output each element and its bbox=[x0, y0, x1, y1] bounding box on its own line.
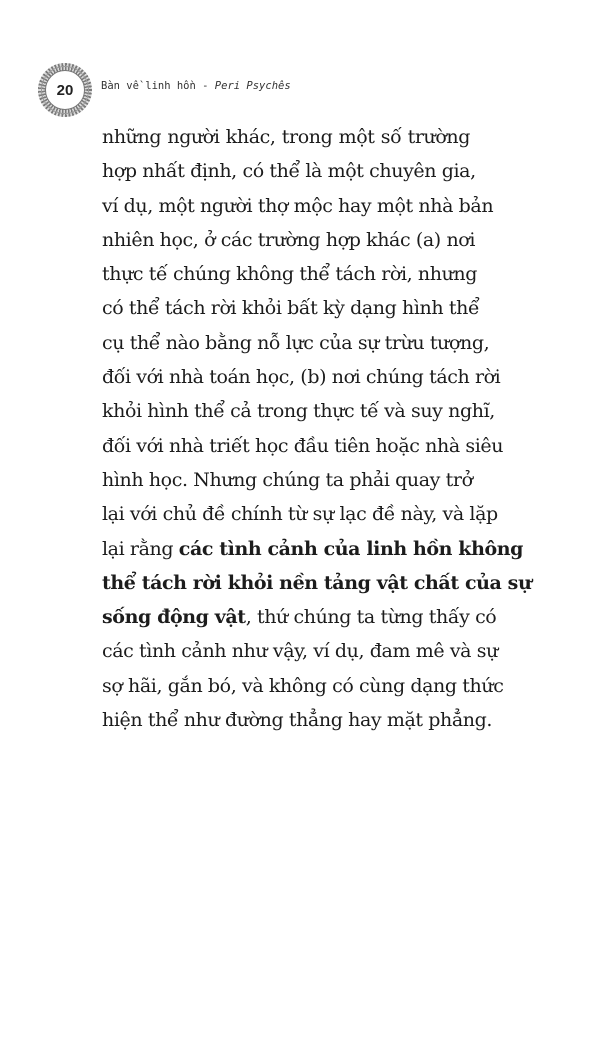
running-title-subtitle: Peri Psychês bbox=[214, 80, 291, 92]
text-line bbox=[102, 429, 504, 463]
text-line bbox=[102, 532, 524, 566]
bold-text-segment: các tình cảnh của linh hồn không bbox=[178, 537, 524, 560]
text-line bbox=[102, 566, 532, 600]
bold-text-segment: thể tách rời khỏi nền tảng vật chất của sự bbox=[102, 571, 532, 594]
text-line bbox=[102, 360, 501, 394]
page-number-badge bbox=[38, 63, 92, 117]
text-segment: đối với nhà toán học, (b) nơi chúng tách rời bbox=[102, 366, 501, 389]
running-title-main: Bàn về linh hồn - bbox=[101, 80, 215, 92]
text-segment: nhiên học, ở các trường hợp khác (a) nơi bbox=[102, 228, 476, 251]
text-line bbox=[102, 703, 493, 737]
text-segment: lại rằng bbox=[102, 537, 179, 560]
text-line bbox=[102, 669, 504, 703]
text-line bbox=[102, 120, 470, 154]
text-segment: hiện thể như đường thẳng hay mặt phẳng. bbox=[102, 709, 493, 732]
text-line bbox=[102, 223, 476, 257]
text-line bbox=[102, 600, 497, 634]
text-segment: các tình cảnh như vậy, ví dụ, đam mê và sự bbox=[102, 640, 498, 663]
text-segment: lại với chủ đề chính từ sự lạc đề này, và lặp bbox=[102, 503, 498, 526]
text-line bbox=[102, 634, 498, 668]
text-line bbox=[102, 326, 490, 360]
text-segment: sợ hãi, gắn bó, và không có cùng dạng thức bbox=[102, 674, 504, 697]
bold-text-segment: sống động vật bbox=[102, 606, 246, 629]
text-segment: hình học. Nhưng chúng ta phải quay trở bbox=[102, 468, 473, 491]
text-segment: khỏi hình thể cả trong thực tế và suy nghĩ, bbox=[102, 400, 495, 423]
text-line bbox=[102, 394, 495, 428]
text-line bbox=[102, 189, 494, 223]
text-line bbox=[102, 497, 498, 531]
text-segment: đối với nhà triết học đầu tiên hoặc nhà siêu bbox=[102, 434, 504, 457]
text-segment: hợp nhất định, có thể là một chuyên gia, bbox=[102, 160, 476, 183]
page-number: 20 bbox=[45, 70, 85, 110]
page-header bbox=[0, 0, 600, 120]
text-segment: ví dụ, một người thợ mộc hay một nhà bản bbox=[102, 194, 494, 217]
text-line bbox=[102, 463, 473, 497]
body-paragraph bbox=[102, 120, 532, 737]
text-segment: có thể tách rời khỏi bất kỳ dạng hình thể bbox=[102, 297, 480, 320]
text-segment: thực tế chúng không thể tách rời, nhưng bbox=[102, 263, 478, 286]
running-title bbox=[101, 80, 291, 92]
text-line bbox=[102, 291, 480, 325]
text-line bbox=[102, 154, 476, 188]
text-line bbox=[102, 257, 478, 291]
text-segment: cụ thể nào bằng nỗ lực của sự trừu tượng, bbox=[102, 331, 490, 354]
text-segment: những người khác, trong một số trường bbox=[102, 126, 470, 148]
text-segment: , thứ chúng ta từng thấy có bbox=[245, 606, 497, 629]
